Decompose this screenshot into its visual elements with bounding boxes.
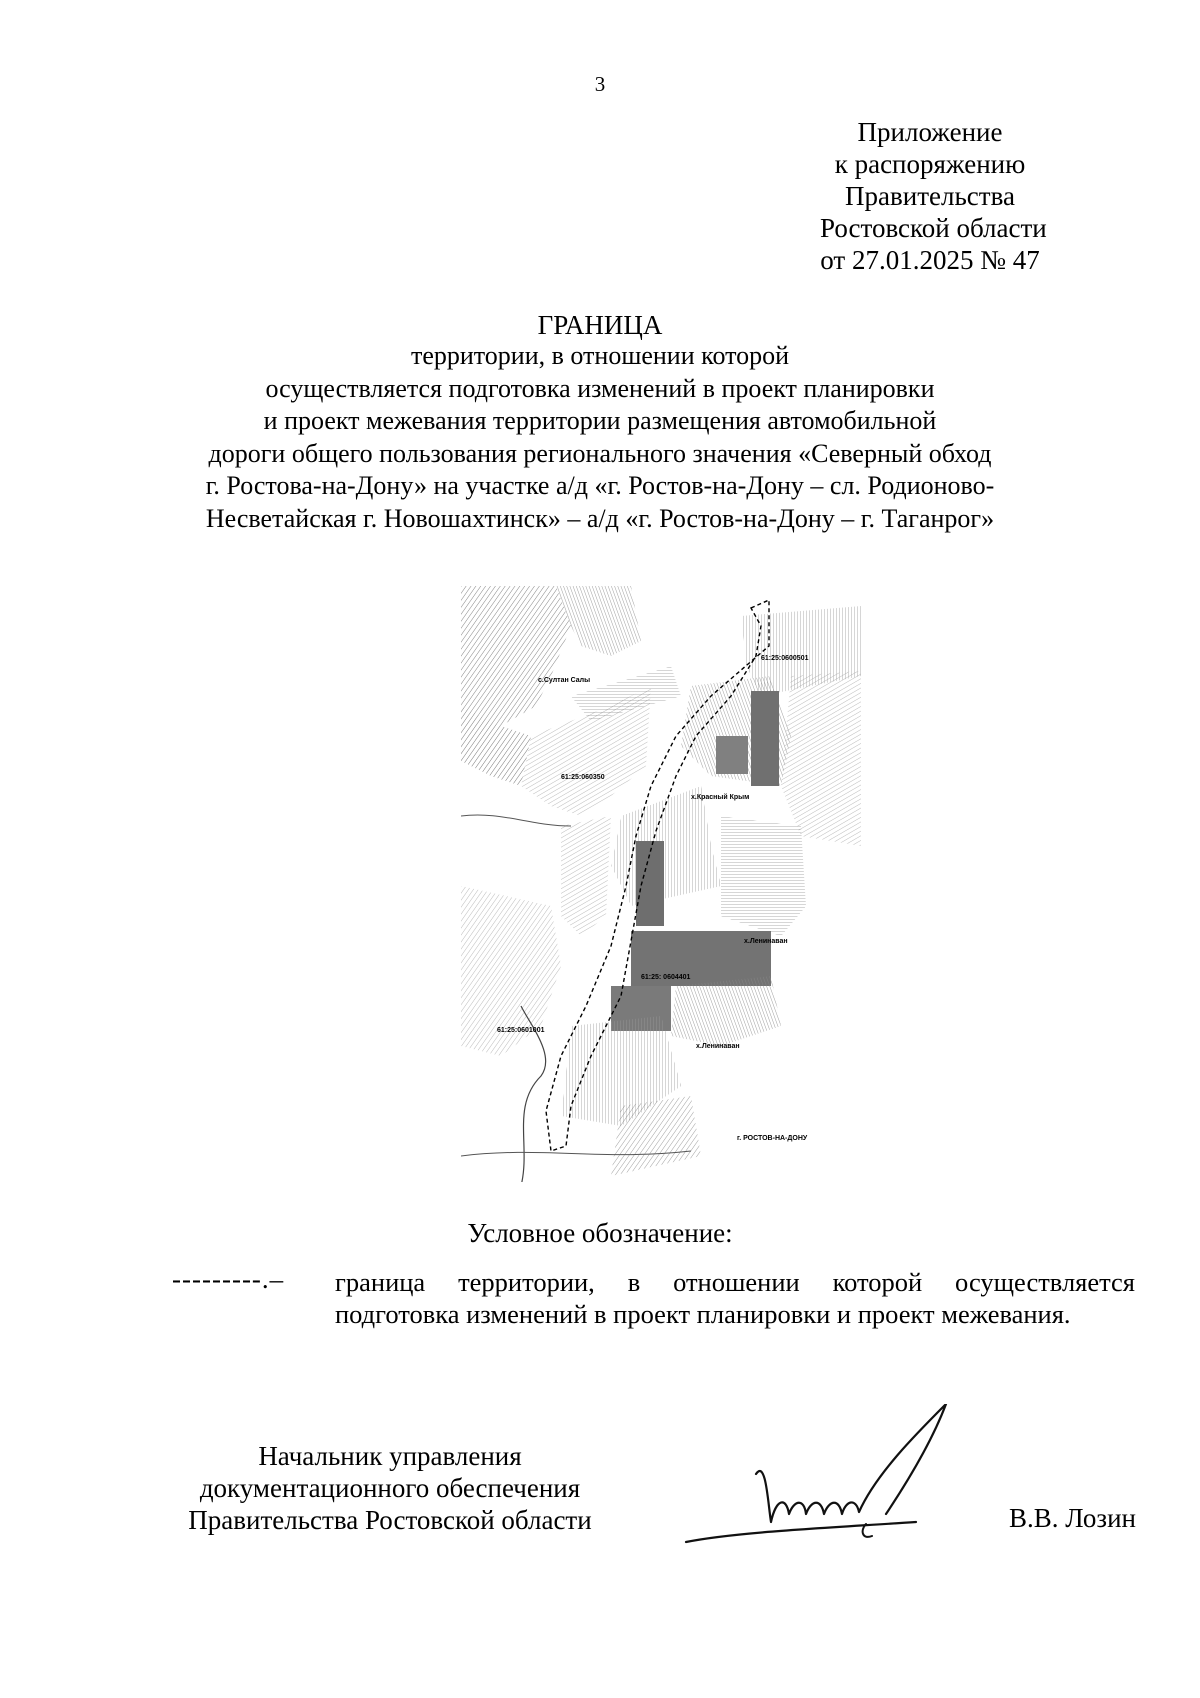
subtitle-line: Несветайская г. Новошахтинск» – а/д «г. Ростов-на-Дону – г. Таганрог»: [205, 503, 995, 533]
signer-position-line: Начальник управления: [258, 1441, 522, 1471]
dark-plot-krasny-krym-2: [716, 736, 748, 774]
page-number: 3: [594, 72, 606, 96]
legend-title: Условное обозначение:: [467, 1218, 733, 1248]
appendix-line: Приложение: [857, 117, 1003, 147]
signer-position: [170, 1440, 610, 1536]
field-west-central: [561, 816, 611, 936]
map-label-krasny-krym: х.Красный Крым: [691, 794, 750, 801]
map-label-cadastral-southwest: 61:25:0601001: [497, 1027, 545, 1034]
dark-plot-central: [636, 841, 664, 926]
document-subtitle: [150, 340, 1050, 535]
legend-description: [335, 1266, 1135, 1330]
signer-position-line: Правительства Ростовской области: [188, 1505, 592, 1535]
subtitle-line: территории, в отношении которой: [410, 341, 790, 370]
map-label-rostov: г. РОСТОВ-НА-ДОНУ: [737, 1135, 808, 1142]
subtitle-line: осуществляется подготовка изменений в проект планировки: [265, 373, 935, 403]
field-center-east: [721, 816, 806, 936]
map-label-leninavan-2: х.Ленинаван: [696, 1043, 740, 1050]
appendix-line: Правительства: [845, 181, 1015, 211]
legend-description-line: подготовка изменений в проект планировки и проект межевания.: [335, 1299, 1071, 1329]
map-label-sultan-saly: с.Султан Салы: [538, 677, 591, 684]
appendix-line: Ростовской области: [820, 213, 1047, 243]
legend-description-line: граница территории, в отношении которой осуществляется: [335, 1267, 1135, 1297]
legend-symbol: ---------.–: [172, 1264, 285, 1294]
handwritten-signature: [676, 1404, 1006, 1554]
signer-name: В.В. Лозин: [1009, 1503, 1136, 1533]
map-label-cadastral-west: 61:25:060350: [561, 774, 605, 781]
appendix-line: к распоряжению: [834, 149, 1026, 179]
map-label-cadastral-north: 61:25:0600501: [761, 655, 809, 662]
map-label-leninavan-1: х.Ленинаван: [744, 938, 788, 945]
appendix-header: [820, 116, 1047, 276]
document-title: ГРАНИЦА: [537, 310, 663, 340]
dark-plot-krasny-krym: [751, 691, 779, 786]
appendix-date-number: от 27.01.2025 № 47: [820, 245, 1040, 275]
subtitle-line: и проект межевания территории размещения автомобильной: [263, 406, 937, 435]
subtitle-line: дороги общего пользования регионального значения «Северный обход: [208, 438, 992, 468]
territory-map: [461, 586, 861, 1182]
map-label-cadastral-center: 61:25: 0604401: [641, 974, 691, 981]
subtitle-line: г. Ростова-на-Дону» на участке а/д «г. Ростов-на-Дону – сл. Родионово-: [205, 471, 995, 500]
signer-position-line: документационного обеспечения: [199, 1473, 581, 1503]
